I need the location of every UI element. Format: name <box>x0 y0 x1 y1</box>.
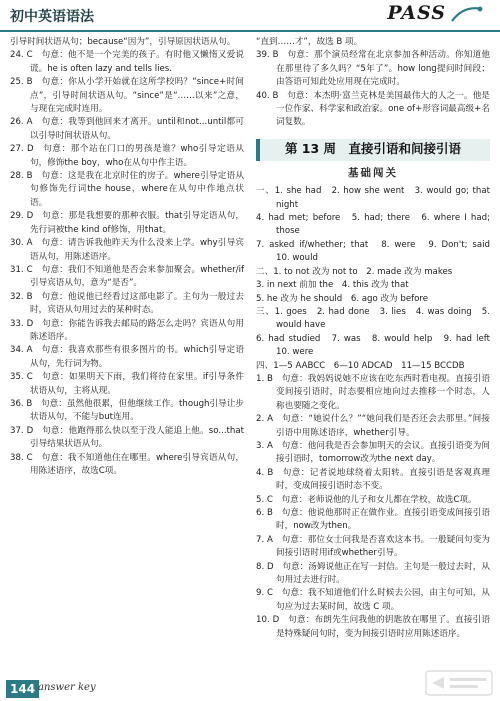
answer-item: 引导时间状语从句；because“因为”，引导原因状语从句。 <box>10 37 236 47</box>
answer-item: 36. B 句意：虽然他很累，但他继续工作。though引导让步状语从句，不能与but连用。 <box>10 398 244 423</box>
answer-item: 39. B 句意：那个演员经常在北京参加各种活动。你知道他在那里待了多久吗？“5年了”。how long提问时间段；由答语可知此处应用现在完成时。 <box>256 50 490 88</box>
right-column-top-answers <box>256 36 490 130</box>
answer-item: 2. A 句意：“她说什么？”“她问我们是否还会去那里。”间接引语中用陈述语序，whether引导。 <box>256 414 490 438</box>
page-header <box>0 0 500 32</box>
answer-item: 29. D 句意：那是我想要的那种衣服。that引导定语从句，先行词被the kind of修饰，用that。 <box>10 211 244 235</box>
section-title: 第 13 周 直接引语和间接引语 <box>284 140 462 156</box>
answer-item: “直到……才”，故选 B 项。 <box>256 37 363 47</box>
left-column <box>10 36 244 478</box>
answer-item: 10. D 句意：布朗先生问我他的钥匙放在哪里了。直接引语是特殊疑问句时，变为间接引语时应用陈述语序。 <box>256 615 490 639</box>
answer-item: 4. B 句意：记者说地球绕着太阳转。直接引语是客观真理时，变成间接引语时态不变。 <box>256 467 490 492</box>
answer-item: 6. had studied 7. was 8. would help 9. had left 10. were <box>256 333 499 358</box>
answer-item: 27. D 句意：那个站在门口的男孩是谁？who引导定语从句，修饰the boy，who在从句中作主语。 <box>10 144 244 168</box>
watermark-stamp-icon <box>424 668 494 698</box>
answer-item: 28. B 句意：这是我在北京时住的房子。where引导定语从句修饰先行词the house，where在从句中作地点状语。 <box>10 171 244 208</box>
answer-item: 7. asked if/whether; that 8. were 9. Don't; said 10. would <box>256 239 499 264</box>
answer-item: 7. A 句意：那位女士问我是否喜欢这本书。一般疑问句变为间接引语时用if或whether引导。 <box>256 534 490 559</box>
answer-item: 37. D 句意：他跑得那么快以至于没人能追上他。so...that引导结果状语从句。 <box>10 425 244 450</box>
answer-item: 8. D 句意：汤姆说他正在写一封信。主句是一般过去时，从句用过去进行时。 <box>256 561 490 586</box>
answer-item: 4. had met; before 5. had; there 6. where I had; those <box>256 213 490 237</box>
answer-item: 32. B 句意：他说他已经看过这部电影了。主句为一般过去时，宾语从句用过去的某种时态。 <box>10 291 244 316</box>
page-number: 144 <box>6 680 39 698</box>
footer-label: answer key <box>38 682 96 693</box>
answer-item: 1. B 句意：我妈妈说她不应该在吃东西时看电视。直接引语变间接引语时，时态要相应地向过去推移一个时态，人称也要随之变化。 <box>256 373 490 411</box>
answer-item: 25. B 句意：你从小学开始就在这所学校吗？“since+时间点”，引导时间状语从句。“since”是“……以来”之意，与现在完成时连用。 <box>10 77 244 115</box>
section-banner <box>256 139 490 161</box>
answer-item: 3. in next 前加 the 4. this 改为 that <box>256 280 409 291</box>
answer-item: 30. A 句意：请告诉我他昨天为什么没来上学。why引导宾语从句，用陈述语序。 <box>10 238 244 262</box>
answer-item: 二、1. to not 改为 not to 2. made 改为 makes <box>256 266 453 277</box>
answer-item: 33. D 句意：你能告诉我去邮局的路怎么走吗？宾语从句用陈述语序。 <box>10 318 244 342</box>
logo-swoosh-icon <box>450 3 484 25</box>
answer-item: 5. he 改为 he should 6. ago 改为 before <box>256 293 429 304</box>
answer-item: 5. C 句意：老师说他的儿子和女儿都在学校，故选C项。 <box>256 494 477 505</box>
answer-item: 38. C 句意：我不知道他住在哪里。where引导宾语从句，用陈述语序，故选C项。 <box>10 452 244 476</box>
answer-item: 40. B 句意：本杰明·富兰克林是美国最伟大的人之一。他是一位作家、科学家和政治家。one of+形容词最高级+名词复数。 <box>256 90 490 128</box>
answer-item: 35. C 句意：如果明天下雨，我们将待在家里。if引导条件状语从句，主将从现。 <box>10 372 244 396</box>
answer-item: 9. C 句意：我不知道他们什么时候去公园，由主句可知，从句应为过去某时间，故选 C 项。 <box>256 588 490 612</box>
header-logo: PASS <box>387 2 446 24</box>
answer-item: 一、1. she had 2. how she went 3. would go; that night <box>256 186 490 210</box>
answer-item: 三、1. goes 2. had done 3. lies 4. was doing 5. would have <box>256 306 490 331</box>
answer-item: 四、1—5 AABCC 6—10 ADCAD 11—15 BCCDB <box>256 360 465 371</box>
answer-item: 3. A 句意：他问我是否会参加明天的会议。直接引语变为间接引语时，tomorrow改为the next day。 <box>256 440 490 465</box>
subheading: 基础闯关 <box>348 166 398 179</box>
answer-item: 34. A 句意：我喜欢那些有很多图片的书。which引导定语从句，先行词为物。 <box>10 345 244 369</box>
right-column-bottom-answers <box>256 185 499 641</box>
header-title: 初中英语语法 <box>10 9 94 25</box>
right-column <box>256 36 499 641</box>
answer-item: 24. C 句意：他不是一个完美的孩子。有时他又懒惰又爱说谎。he is often lazy and tells lies. <box>10 50 244 74</box>
answer-item: 31. C 句意：我们不知道他是否会来参加聚会。whether/if引导宾语从句，意为“是否”。 <box>10 264 244 289</box>
answer-item: 26. A 句意：我等到他回来才离开。until和not...until都可以引导时间状语从句。 <box>10 117 244 141</box>
answer-item: 6. B 句意：他说他那时正在做作业。直接引语变成间接引语时，now改为then。 <box>256 508 490 532</box>
